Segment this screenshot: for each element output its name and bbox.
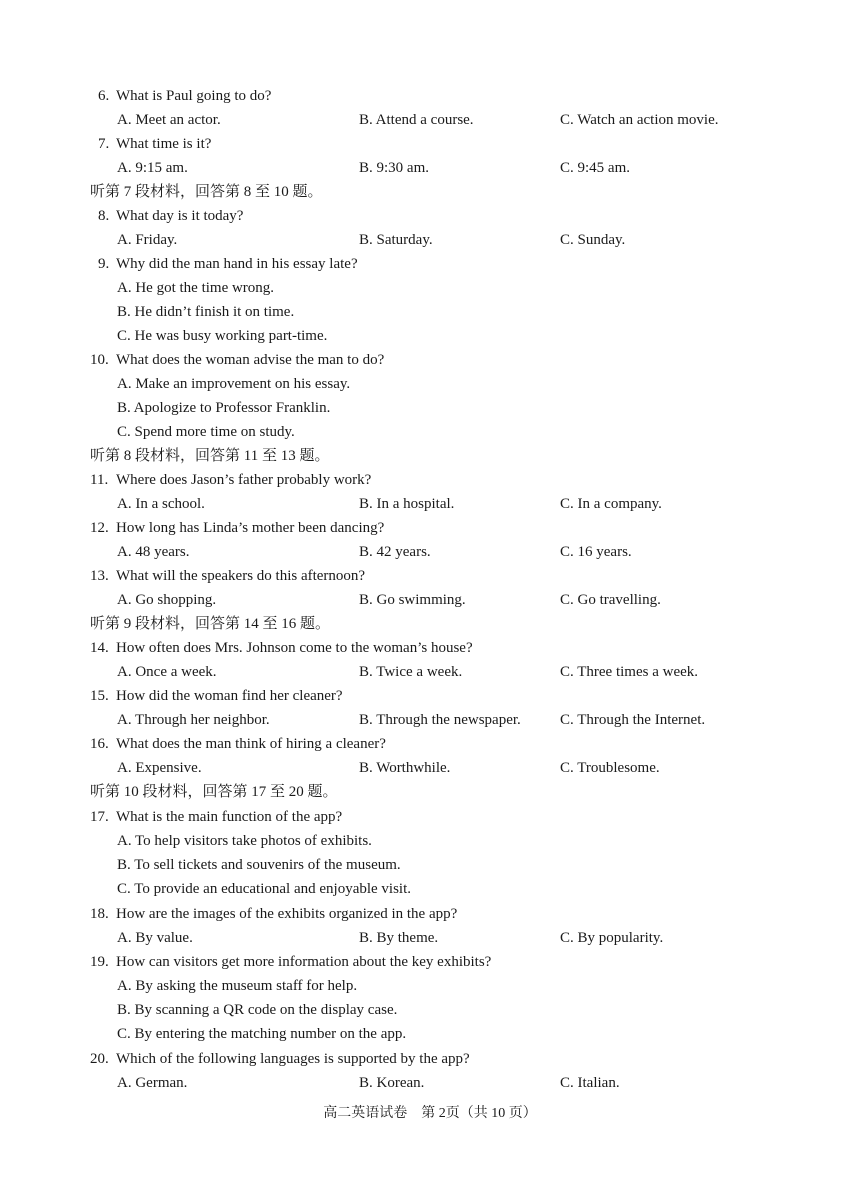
question-text: What does the man think of hiring a cleaner? [116,736,386,752]
option-a: A. 9:15 am. [117,160,188,176]
option-b: B. By theme. [359,930,439,946]
options-20 [0,1072,860,1094]
option-line [0,975,860,997]
option-a: A. In a school. [117,496,205,512]
option-b: B. Korean. [359,1075,425,1091]
option-line [0,830,860,852]
question-text: What time is it? [116,136,212,152]
page-footer: 高二英语试卷 第 2页（共 10 页） [323,1106,537,1121]
option-a: A. Meet an actor. [117,112,221,128]
question-number: 14. [90,640,109,656]
section-instruction: 听第 7 段材料，回答第 8 至 10 题。 [90,184,323,200]
option-b: B. In a hospital. [359,496,455,512]
option-c: C. In a company. [560,496,662,512]
option-b: B. Apologize to Professor Franklin. [117,400,331,416]
question-text: What day is it today? [116,208,244,224]
options-15 [0,709,860,731]
question-12 [0,517,860,539]
section-instruction: 听第 9 段材料，回答第 14 至 16 题。 [90,616,331,632]
option-line [0,854,860,876]
section-heading [0,445,860,467]
option-line [0,421,860,443]
question-text: How did the woman find her cleaner? [116,688,343,704]
option-b: B. Attend a course. [359,112,474,128]
option-a: A. Once a week. [117,664,217,680]
section-heading [0,181,860,203]
options-7 [0,157,860,179]
option-a: A. Through her neighbor. [117,712,270,728]
option-c: C. Watch an action movie. [560,112,719,128]
question-number: 13. [90,568,109,584]
question-text: What will the speakers do this afternoon? [116,568,366,584]
question-number: 6. [98,88,110,104]
option-line [0,878,860,900]
option-c: C. Italian. [560,1075,620,1091]
question-text: How can visitors get more information about the key exhibits? [116,954,492,970]
question-number: 15. [90,688,109,704]
option-b: B. Saturday. [359,232,433,248]
question-20 [0,1048,860,1070]
section-instruction: 听第 8 段材料，回答第 11 至 13 题。 [90,448,330,464]
options-6 [0,109,860,131]
question-number: 16. [90,736,109,752]
question-text: How long has Linda’s mother been dancing? [116,520,385,536]
option-c: C. Three times a week. [560,664,699,680]
option-b: B. To sell tickets and souvenirs of the museum. [117,857,401,873]
question-number: 12. [90,520,109,536]
question-number: 8. [98,208,110,224]
question-text: What is Paul going to do? [116,88,272,104]
options-11 [0,493,860,515]
option-a: A. 48 years. [117,544,190,560]
question-text: Why did the man hand in his essay late? [116,256,358,272]
option-a: A. Go shopping. [117,592,217,608]
option-a: A. Friday. [117,232,178,248]
option-c: C. Spend more time on study. [117,424,295,440]
option-line [0,277,860,299]
question-number: 17. [90,809,109,825]
options-18 [0,927,860,949]
question-17 [0,806,860,828]
option-c: C. By popularity. [560,930,664,946]
section-instruction: 听第 10 段材料，回答第 17 至 20 题。 [90,784,338,800]
question-number: 11. [90,472,109,488]
question-number: 18. [90,906,109,922]
options-12 [0,541,860,563]
option-a: A. Make an improvement on his essay. [117,376,351,392]
question-19 [0,951,860,973]
question-16 [0,733,860,755]
question-9 [0,253,860,275]
option-line [0,1023,860,1045]
option-c: C. Sunday. [560,232,626,248]
question-15 [0,685,860,707]
option-line [0,397,860,419]
option-a: A. Expensive. [117,760,202,776]
question-text: How are the images of the exhibits organized in the app? [116,906,458,922]
question-text: What is the main function of the app? [116,809,343,825]
option-c: C. By entering the matching number on the app. [117,1026,407,1042]
option-c: C. 16 years. [560,544,632,560]
question-14 [0,637,860,659]
option-line [0,373,860,395]
options-16 [0,757,860,779]
question-text: How often does Mrs. Johnson come to the woman’s house? [116,640,473,656]
question-number: 20. [90,1051,109,1067]
option-a: A. By value. [117,930,193,946]
question-7 [0,133,860,155]
option-b: B. By scanning a QR code on the display case. [117,1002,398,1018]
question-number: 19. [90,954,109,970]
question-10 [0,349,860,371]
options-13 [0,589,860,611]
option-b: B. 42 years. [359,544,431,560]
question-number: 7. [98,136,110,152]
question-text: Which of the following languages is supported by the app? [116,1051,470,1067]
option-b: B. 9:30 am. [359,160,429,176]
question-11 [0,469,860,491]
section-heading [0,613,860,635]
question-6 [0,85,860,107]
option-b: B. Go swimming. [359,592,466,608]
option-b: B. Worthwhile. [359,760,451,776]
question-text: What does the woman advise the man to do? [116,352,385,368]
option-b: B. Through the newspaper. [359,712,521,728]
question-13 [0,565,860,587]
option-a: A. He got the time wrong. [117,280,275,296]
option-c: C. He was busy working part-time. [117,328,328,344]
question-number: 9. [98,256,110,272]
option-c: C. Troublesome. [560,760,660,776]
option-a: A. German. [117,1075,188,1091]
section-heading [0,781,860,803]
option-c: C. Through the Internet. [560,712,706,728]
question-8 [0,205,860,227]
option-b: B. He didn’t finish it on time. [117,304,295,320]
option-c: C. To provide an educational and enjoyable visit. [117,881,412,897]
option-line [0,999,860,1021]
option-c: C. Go travelling. [560,592,661,608]
question-text: Where does Jason’s father probably work? [116,472,372,488]
option-line [0,325,860,347]
question-18 [0,903,860,925]
option-line [0,301,860,323]
option-c: C. 9:45 am. [560,160,630,176]
option-a: A. To help visitors take photos of exhibits. [117,833,372,849]
question-number: 10. [90,352,109,368]
options-14 [0,661,860,683]
option-b: B. Twice a week. [359,664,463,680]
options-8 [0,229,860,251]
option-a: A. By asking the museum staff for help. [117,978,358,994]
